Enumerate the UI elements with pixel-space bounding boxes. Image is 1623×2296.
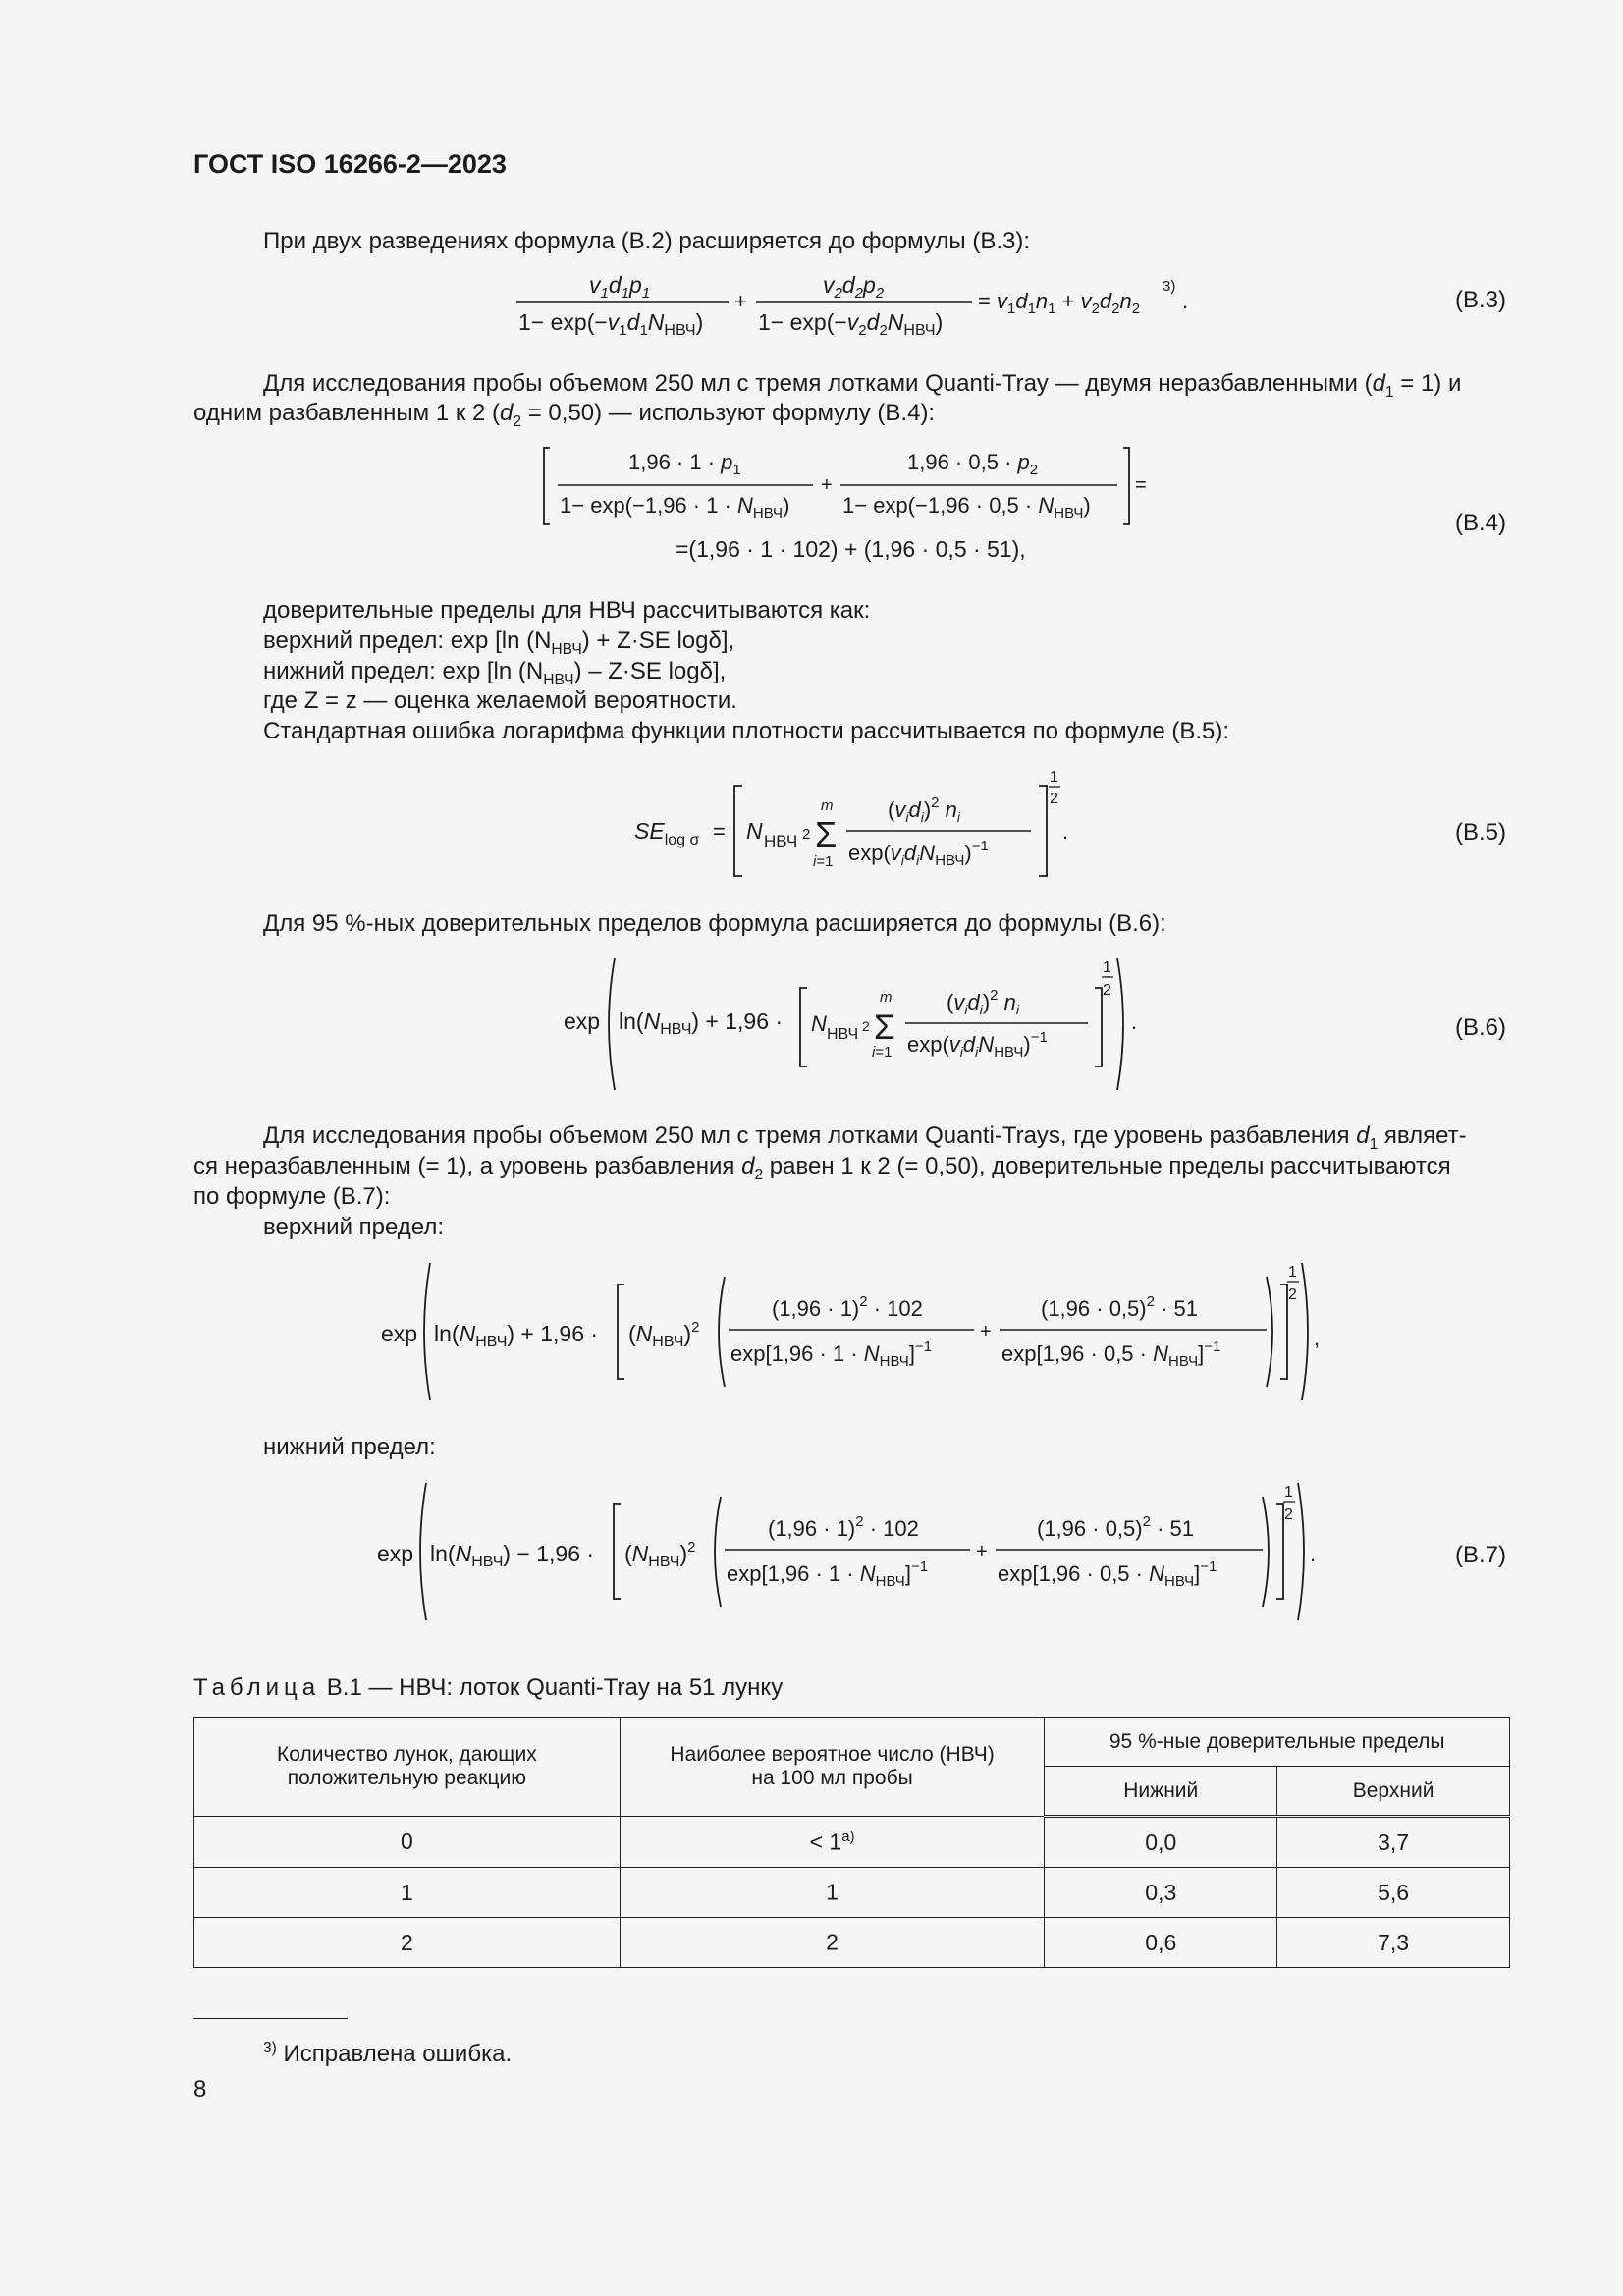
- svg-text:.: .: [1182, 289, 1189, 313]
- svg-text:+: +: [980, 1321, 992, 1342]
- svg-text:(vidi)2 ni: $(v_id_i)^2$ $n_i$: [888, 794, 960, 825]
- cell-upper: 5,6: [1277, 1868, 1510, 1918]
- cell-wells: 1: [194, 1868, 621, 1918]
- svg-text:+: +: [821, 474, 833, 496]
- cell-lower: 0,0: [1045, 1817, 1277, 1868]
- text-run: нижний предел: exp [ln (N: [263, 658, 544, 684]
- paragraph-b7-line3: по формуле (В.7):: [193, 1183, 391, 1210]
- svg-text:exp(vidiNНВЧ)−1: $\exp(v_id_iN_{НВЧ})^{-1}$: [907, 1029, 1048, 1061]
- svg-text:SElog σ: $SE_{log \sigma}$: [634, 818, 700, 848]
- table-row: [194, 1817, 1510, 1868]
- text-run: = 1) и: [1393, 370, 1462, 397]
- mpn-value: < 1: [809, 1829, 842, 1855]
- variable-d: d: [1356, 1122, 1370, 1149]
- svg-text:НВЧ: НВЧ: [764, 832, 798, 850]
- equation-number-b4: (В.4): [1455, 510, 1507, 536]
- svg-text:Σ: Σ: [815, 814, 838, 854]
- svg-text:=: =: [1135, 474, 1147, 496]
- svg-text:N: N: [746, 818, 763, 844]
- svg-text:+: +: [734, 289, 747, 313]
- text-run: ) – Z·SE logδ],: [573, 658, 727, 684]
- svg-text:exp(vidiNНВЧ)−1: $\exp(v_id_iN_{НВЧ})^{-1}$: [848, 838, 989, 869]
- svg-text:(1,96 · 1)2 · 102: $(1,96 \cdot 1)^2 \cdot 102$: [768, 1513, 919, 1541]
- svg-text:exp[1,96 · 0,5 · NНВЧ]−1: $\exp[1,96 \cdot 0,5 \cdot N_{НВЧ}]^{-1}$: [998, 1558, 1217, 1590]
- cell-upper: 7,3: [1277, 1918, 1510, 1968]
- table-row: [194, 1868, 1510, 1918]
- svg-text:exp: exp: [381, 1321, 418, 1346]
- svg-text:3): 3): [1163, 278, 1176, 295]
- cell-lower: 0,6: [1045, 1918, 1277, 1968]
- cell-wells: 0: [194, 1817, 621, 1868]
- svg-text:ln(NНВЧ) + 1,96 ·: $\ln(N_{НВЧ}) + 1,96$ ·: [619, 1009, 784, 1038]
- svg-text:v1d1p1: $v_1d_1p_1$: [589, 272, 651, 301]
- table-caption: [193, 1674, 783, 1702]
- footnote-ref: а): [841, 1828, 855, 1845]
- svg-text:1− exp(−v1d1NНВЧ): $1- \exp(-v_1d_1N_{НВЧ})$: [518, 309, 704, 339]
- svg-text:i=1: i=1: [872, 1044, 893, 1061]
- paragraph-b4-line2: [193, 398, 935, 437]
- equation-number-b5: (В.5): [1455, 819, 1507, 846]
- variable-d: d: [500, 400, 514, 426]
- upper-limit-label: верхний предел:: [263, 1214, 445, 1240]
- text-run: = 0,50) — используют формулу (В.4):: [521, 400, 936, 426]
- text-run: одним разбавленным 1 к 2 (: [193, 400, 501, 426]
- text-run: верхний предел: exp [ln (N: [263, 628, 552, 654]
- standard-error-intro: Стандартная ошибка логарифма функции плотности рассчитывается по формуле (В.5):: [263, 718, 1230, 744]
- svg-text:2: 2: [1103, 982, 1111, 999]
- svg-text:1− exp(−v2d2NНВЧ): $1- \exp(-v_2d_2N_{НВЧ})$: [758, 309, 944, 339]
- limits-intro: доверительные пределы для НВЧ рассчитываются как:: [263, 597, 871, 624]
- header-upper: Верхний: [1277, 1767, 1510, 1817]
- text-run: являет-: [1378, 1122, 1467, 1149]
- mpn-value: 2: [826, 1929, 839, 1955]
- svg-text:=: =: [713, 819, 726, 844]
- header-confidence-limits: 95 %-ные доверительные пределы: [1045, 1718, 1510, 1767]
- header-positive-wells: Количество лунок, дающих положительную реакцию: [194, 1718, 621, 1817]
- svg-text:exp[1,96 · 1 · NНВЧ]−1: $\exp[1,96 \cdot 1 \cdot N_{НВЧ}]^{-1}$: [730, 1339, 933, 1370]
- svg-text:2: 2: [862, 1018, 870, 1034]
- svg-text:.: .: [1310, 1542, 1317, 1566]
- svg-text:2: 2: [1050, 791, 1058, 807]
- variable-d: d: [1372, 370, 1385, 397]
- svg-text:1− exp(−1,96 · 0,5 · NНВЧ): $1- \exp(-1,96 \cdot 0,5 \cdot N_{НВЧ})$: [842, 493, 1091, 521]
- text-run: Для исследования пробы объемом 250 мл с тремя лотками Quanti-Trays, где уровень разбавления: [263, 1122, 1357, 1149]
- svg-text:1: 1: [1050, 769, 1058, 786]
- svg-text:1,96 · 1 · p1: $1,96 \cdot 1 \cdot p_1$: [628, 450, 741, 478]
- footnote-text: Исправлена ошибка.: [283, 2041, 513, 2067]
- svg-text:ln(NНВЧ) − 1,96 ·: $\ln(N_{НВЧ}) - 1,96$ ·: [430, 1541, 595, 1570]
- formula-b4: [540, 440, 1168, 577]
- equation-number-b3: (В.3): [1455, 287, 1507, 313]
- footnote: [263, 2033, 512, 2069]
- mpn-table: [193, 1717, 1510, 1968]
- svg-text:1,96 · 0,5 · p2: $1,96 \cdot 0,5 \cdot p_2$: [907, 450, 1039, 478]
- svg-text:Σ: Σ: [874, 1009, 895, 1047]
- text-run: ) + Z·SE logδ],: [581, 628, 735, 654]
- subscript: 1: [1369, 1135, 1379, 1153]
- formula-b3: [511, 267, 1217, 346]
- svg-text:m: m: [880, 989, 893, 1006]
- svg-text:2: 2: [1284, 1506, 1293, 1523]
- svg-text:.: .: [1131, 1010, 1138, 1034]
- caption-prefix: Таблица: [193, 1674, 321, 1701]
- svg-text:,: ,: [1314, 1326, 1321, 1350]
- formula-b7-lower: [375, 1477, 1327, 1626]
- svg-text:2: 2: [802, 826, 811, 843]
- svg-text:1: 1: [1288, 1264, 1297, 1281]
- svg-text:exp[1,96 · 0,5 · NНВЧ]−1: $\exp[1,96 \cdot 0,5 \cdot N_{НВЧ}]^{-1}$: [1001, 1339, 1221, 1370]
- subscript: НВЧ: [543, 671, 574, 688]
- svg-text:НВЧ: НВЧ: [827, 1026, 859, 1043]
- svg-text:(vidi)2 ni: $(v_id_i)^2$ $n_i$: [947, 987, 1019, 1017]
- svg-text:(NНВЧ)2: $(N_{НВЧ})^2$: [624, 1539, 696, 1570]
- svg-text:1: 1: [1103, 959, 1111, 976]
- document-header: ГОСТ ISO 16266-2—2023: [193, 149, 507, 179]
- text-run: равен 1 к 2 (= 0,50), доверительные пределы рассчитываются: [763, 1153, 1451, 1179]
- formula-b6: [562, 953, 1151, 1096]
- svg-text:ln(NНВЧ) + 1,96 ·: $\ln(N_{НВЧ}) + 1,96$ ·: [434, 1321, 599, 1350]
- svg-text:=(1,96 · 1 · 102) + (1,96 · 0,: =(1,96 · 1 · 102) + (1,96 · 0,5 · 51),: [676, 536, 1026, 562]
- subscript: 2: [513, 412, 522, 430]
- svg-text:+: +: [976, 1541, 988, 1562]
- formula-b5: [628, 762, 1080, 884]
- cell-upper: 3,7: [1277, 1817, 1510, 1868]
- svg-text:= v1d1n1 + v2d2n2: = $v_1d_1n_1 + v_2d_2n_2$: [978, 289, 1141, 317]
- svg-text:2: 2: [1288, 1286, 1297, 1303]
- paragraph-b6-intro: Для 95 %-ных доверительных пределов формула расширяется до формулы (В.6):: [263, 910, 1166, 937]
- text-run: ся неразбавленным (= 1), а уровень разбавления: [193, 1153, 742, 1179]
- variable-d: d: [741, 1153, 755, 1179]
- cell-mpn: [620, 1817, 1045, 1868]
- svg-text:(NНВЧ)2: $(N_{НВЧ})^2$: [628, 1319, 700, 1350]
- svg-text:exp: exp: [377, 1541, 414, 1566]
- z-definition: где Z = z — оценка желаемой вероятности.: [263, 687, 737, 714]
- svg-text:1: 1: [1284, 1484, 1293, 1501]
- cell-mpn: [620, 1868, 1045, 1918]
- svg-text:1− exp(−1,96 · 1 · NНВЧ): $1- \exp(-1,96 \cdot 1 \cdot N_{НВЧ})$: [560, 493, 790, 521]
- cell-mpn: [620, 1918, 1045, 1968]
- svg-text:(1,96 · 1)2 · 102: $(1,96 \cdot 1)^2 \cdot 102$: [772, 1293, 923, 1321]
- paragraph-b3-intro: При двух разведениях формула (В.2) расширяется до формулы (В.3):: [263, 228, 1031, 254]
- footnote-separator: [193, 2018, 348, 2019]
- equation-number-b6: (В.6): [1455, 1014, 1507, 1041]
- subscript: НВЧ: [551, 640, 582, 658]
- cell-lower: 0,3: [1045, 1868, 1277, 1918]
- table-row: [194, 1918, 1510, 1968]
- svg-text:m: m: [821, 797, 834, 814]
- svg-text:v2d2p2: $v_2d_2p_2$: [823, 272, 885, 301]
- equation-number-b7: (В.7): [1455, 1542, 1507, 1568]
- lower-limit-label: нижний предел:: [263, 1434, 436, 1460]
- svg-text:(1,96 · 0,5)2 · 51: $(1,96 \cdot 0,5)^2 \cdot 51$: [1041, 1293, 1198, 1321]
- text-run: Для исследования пробы объемом 250 мл с тремя лотками Quanti-Tray — двумя неразбавленными (: [263, 370, 1373, 397]
- page-number: 8: [193, 2076, 207, 2103]
- mpn-value: 1: [826, 1879, 839, 1905]
- header-mpn: Наиболее вероятное число (НВЧ) на 100 мл пробы: [620, 1718, 1045, 1817]
- header-lower: Нижний: [1045, 1767, 1277, 1817]
- subscript: 1: [1384, 383, 1394, 401]
- svg-text:exp: exp: [564, 1009, 601, 1034]
- cell-wells: 2: [194, 1918, 621, 1968]
- subscript: 2: [754, 1166, 764, 1183]
- svg-text:(1,96 · 0,5)2 · 51: $(1,96 \cdot 0,5)^2 \cdot 51$: [1037, 1513, 1194, 1541]
- svg-text:i=1: i=1: [813, 853, 834, 870]
- svg-text:N: N: [811, 1011, 827, 1036]
- svg-text:exp[1,96 · 1 · NНВЧ]−1: $\exp[1,96 \cdot 1 \cdot N_{НВЧ}]^{-1}$: [727, 1558, 929, 1590]
- footnote-mark: 3): [263, 2040, 277, 2056]
- caption-text: В.1 — НВЧ: лоток Quanti-Tray на 51 лунку: [320, 1674, 784, 1701]
- svg-text:.: .: [1062, 819, 1069, 844]
- formula-b7-upper: [379, 1257, 1331, 1406]
